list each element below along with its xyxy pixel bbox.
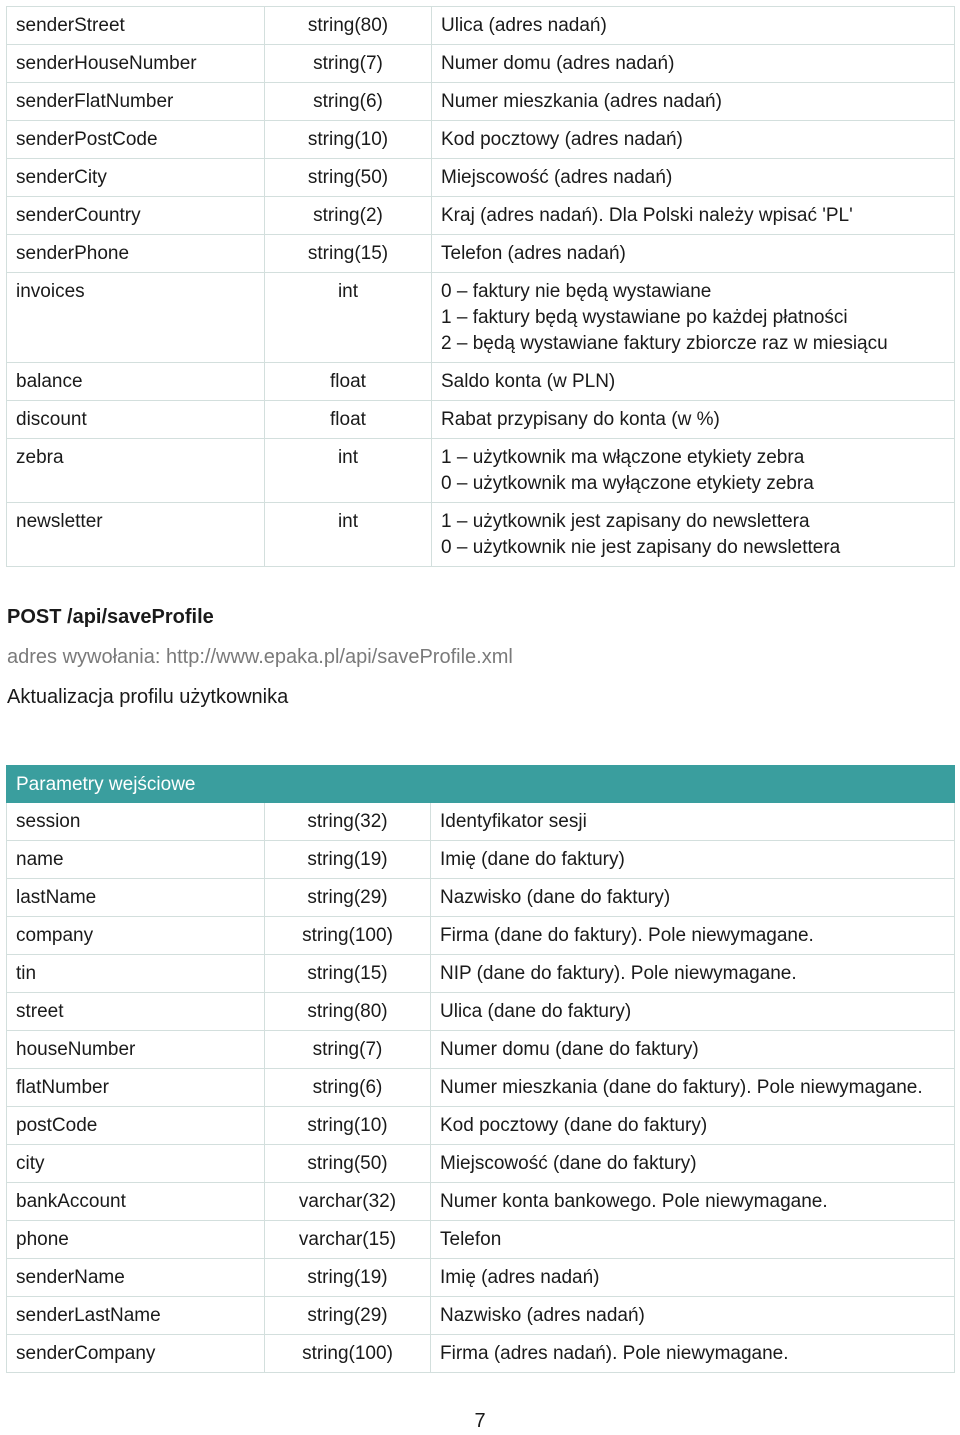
param-type: string(19) xyxy=(265,841,431,879)
param-name: company xyxy=(7,917,265,955)
table-body xyxy=(7,766,955,1373)
param-name: zebra xyxy=(7,439,265,503)
param-description xyxy=(432,83,955,121)
param-type: string(15) xyxy=(265,235,432,273)
param-description: Telefon xyxy=(431,1221,955,1259)
param-description: Firma (adres nadań). Pole niewymagane. xyxy=(431,1335,955,1373)
table-row xyxy=(7,197,955,235)
table-row xyxy=(7,879,955,917)
param-type: string(2) xyxy=(265,197,432,235)
param-type: string(80) xyxy=(265,7,432,45)
param-type: string(6) xyxy=(265,1069,431,1107)
table-row xyxy=(7,45,955,83)
param-type: varchar(32) xyxy=(265,1183,431,1221)
param-name: senderStreet xyxy=(7,7,265,45)
table-row xyxy=(7,1335,955,1373)
param-type: string(6) xyxy=(265,83,432,121)
param-description xyxy=(432,439,955,503)
table-row xyxy=(7,955,955,993)
description-line: 1 – użytkownik ma włączone etykiety zebra xyxy=(441,447,805,468)
description-line: Kraj (adres nadań). Dla Polski należy wpisać 'PL' xyxy=(441,205,853,226)
param-type: string(15) xyxy=(265,955,431,993)
param-name: lastName xyxy=(7,879,265,917)
endpoint-title: POST /api/saveProfile xyxy=(7,606,214,628)
description-line: 0 – użytkownik ma wyłączone etykiety zebra xyxy=(441,473,814,494)
table-row xyxy=(7,1297,955,1335)
table-header: Parametry wejściowe xyxy=(7,766,955,803)
param-description: Ulica (dane do faktury) xyxy=(431,993,955,1031)
table-row xyxy=(7,7,955,45)
param-name: senderName xyxy=(7,1259,265,1297)
param-description xyxy=(432,235,955,273)
param-type: int xyxy=(265,439,432,503)
endpoint-description: Aktualizacja profilu użytkownika xyxy=(7,686,289,708)
param-description: Numer domu (dane do faktury) xyxy=(431,1031,955,1069)
param-description: Nazwisko (dane do faktury) xyxy=(431,879,955,917)
description-line: Miejscowość (adres nadań) xyxy=(441,167,673,188)
param-name: discount xyxy=(7,401,265,439)
param-description: Numer konta bankowego. Pole niewymagane. xyxy=(431,1183,955,1221)
description-line: Ulica (adres nadań) xyxy=(441,15,607,36)
table-row xyxy=(7,235,955,273)
table-row xyxy=(7,841,955,879)
table-row xyxy=(7,1183,955,1221)
param-type: float xyxy=(265,401,432,439)
param-type: string(100) xyxy=(265,1335,431,1373)
table-row xyxy=(7,83,955,121)
table-row xyxy=(7,993,955,1031)
param-name: senderPostCode xyxy=(7,121,265,159)
description-line: 1 – faktury będą wystawiane po każdej płatności xyxy=(441,307,848,328)
table-row xyxy=(7,1107,955,1145)
description-line: 1 – użytkownik jest zapisany do newslettera xyxy=(441,511,810,532)
param-type: string(100) xyxy=(265,917,431,955)
param-type: string(50) xyxy=(265,159,432,197)
param-type: string(32) xyxy=(265,803,431,841)
param-description: Identyfikator sesji xyxy=(431,803,955,841)
param-description xyxy=(432,7,955,45)
param-type: string(10) xyxy=(265,121,432,159)
param-type: string(10) xyxy=(265,1107,431,1145)
description-line: Kod pocztowy (adres nadań) xyxy=(441,129,683,150)
param-type: float xyxy=(265,363,432,401)
description-line: 2 – będą wystawiane faktury zbiorcze raz w miesiącu xyxy=(441,333,888,354)
param-name: tin xyxy=(7,955,265,993)
param-description: Nazwisko (adres nadań) xyxy=(431,1297,955,1335)
param-name: city xyxy=(7,1145,265,1183)
param-type: string(29) xyxy=(265,879,431,917)
parameters-table-continued xyxy=(6,6,955,567)
param-description xyxy=(432,401,955,439)
param-name: senderHouseNumber xyxy=(7,45,265,83)
param-type: string(7) xyxy=(265,45,432,83)
param-description xyxy=(432,121,955,159)
endpoint-url: adres wywołania: http://www.epaka.pl/api/saveProfile.xml xyxy=(7,646,513,668)
param-type: string(7) xyxy=(265,1031,431,1069)
table-header-row xyxy=(7,766,955,803)
param-type: int xyxy=(265,503,432,567)
table-row xyxy=(7,1221,955,1259)
param-name: bankAccount xyxy=(7,1183,265,1221)
param-description: Imię (dane do faktury) xyxy=(431,841,955,879)
table-row xyxy=(7,401,955,439)
param-description: Kod pocztowy (dane do faktury) xyxy=(431,1107,955,1145)
param-name: newsletter xyxy=(7,503,265,567)
table-row xyxy=(7,1145,955,1183)
page-number: 7 xyxy=(474,1410,486,1432)
param-description xyxy=(432,363,955,401)
description-line: Numer domu (adres nadań) xyxy=(441,53,675,74)
table-row xyxy=(7,503,955,567)
description-line: Numer mieszkania (adres nadań) xyxy=(441,91,722,112)
table-row xyxy=(7,917,955,955)
param-name: phone xyxy=(7,1221,265,1259)
param-name: senderCompany xyxy=(7,1335,265,1373)
table-row xyxy=(7,121,955,159)
description-line: 0 – faktury nie będą wystawiane xyxy=(441,281,712,302)
param-name: invoices xyxy=(7,273,265,363)
param-description: Imię (adres nadań) xyxy=(431,1259,955,1297)
param-name: senderCountry xyxy=(7,197,265,235)
param-type: int xyxy=(265,273,432,363)
table-row xyxy=(7,1259,955,1297)
param-description: NIP (dane do faktury). Pole niewymagane. xyxy=(431,955,955,993)
description-line: Telefon (adres nadań) xyxy=(441,243,626,264)
param-name: senderCity xyxy=(7,159,265,197)
param-description xyxy=(432,503,955,567)
param-type: string(19) xyxy=(265,1259,431,1297)
param-description xyxy=(432,45,955,83)
description-line: Rabat przypisany do konta (w %) xyxy=(441,409,720,430)
param-description xyxy=(432,197,955,235)
description-line: 0 – użytkownik nie jest zapisany do newslettera xyxy=(441,537,841,558)
table-body xyxy=(7,7,955,567)
param-description xyxy=(432,273,955,363)
param-type: string(50) xyxy=(265,1145,431,1183)
param-name: senderPhone xyxy=(7,235,265,273)
param-type: varchar(15) xyxy=(265,1221,431,1259)
param-type: string(80) xyxy=(265,993,431,1031)
table-row xyxy=(7,1069,955,1107)
table-row xyxy=(7,273,955,363)
param-name: street xyxy=(7,993,265,1031)
table-row xyxy=(7,159,955,197)
table-row xyxy=(7,803,955,841)
param-type: string(29) xyxy=(265,1297,431,1335)
table-row xyxy=(7,439,955,503)
param-name: senderLastName xyxy=(7,1297,265,1335)
param-description: Numer mieszkania (dane do faktury). Pole niewymagane. xyxy=(431,1069,955,1107)
description-line: Saldo konta (w PLN) xyxy=(441,371,616,392)
param-name: houseNumber xyxy=(7,1031,265,1069)
param-name: flatNumber xyxy=(7,1069,265,1107)
table-row xyxy=(7,1031,955,1069)
param-name: name xyxy=(7,841,265,879)
param-description: Firma (dane do faktury). Pole niewymagane. xyxy=(431,917,955,955)
param-name: session xyxy=(7,803,265,841)
param-description: Miejscowość (dane do faktury) xyxy=(431,1145,955,1183)
table-row xyxy=(7,363,955,401)
param-description xyxy=(432,159,955,197)
input-parameters-table xyxy=(6,765,955,1373)
param-name: balance xyxy=(7,363,265,401)
param-name: postCode xyxy=(7,1107,265,1145)
param-name: senderFlatNumber xyxy=(7,83,265,121)
